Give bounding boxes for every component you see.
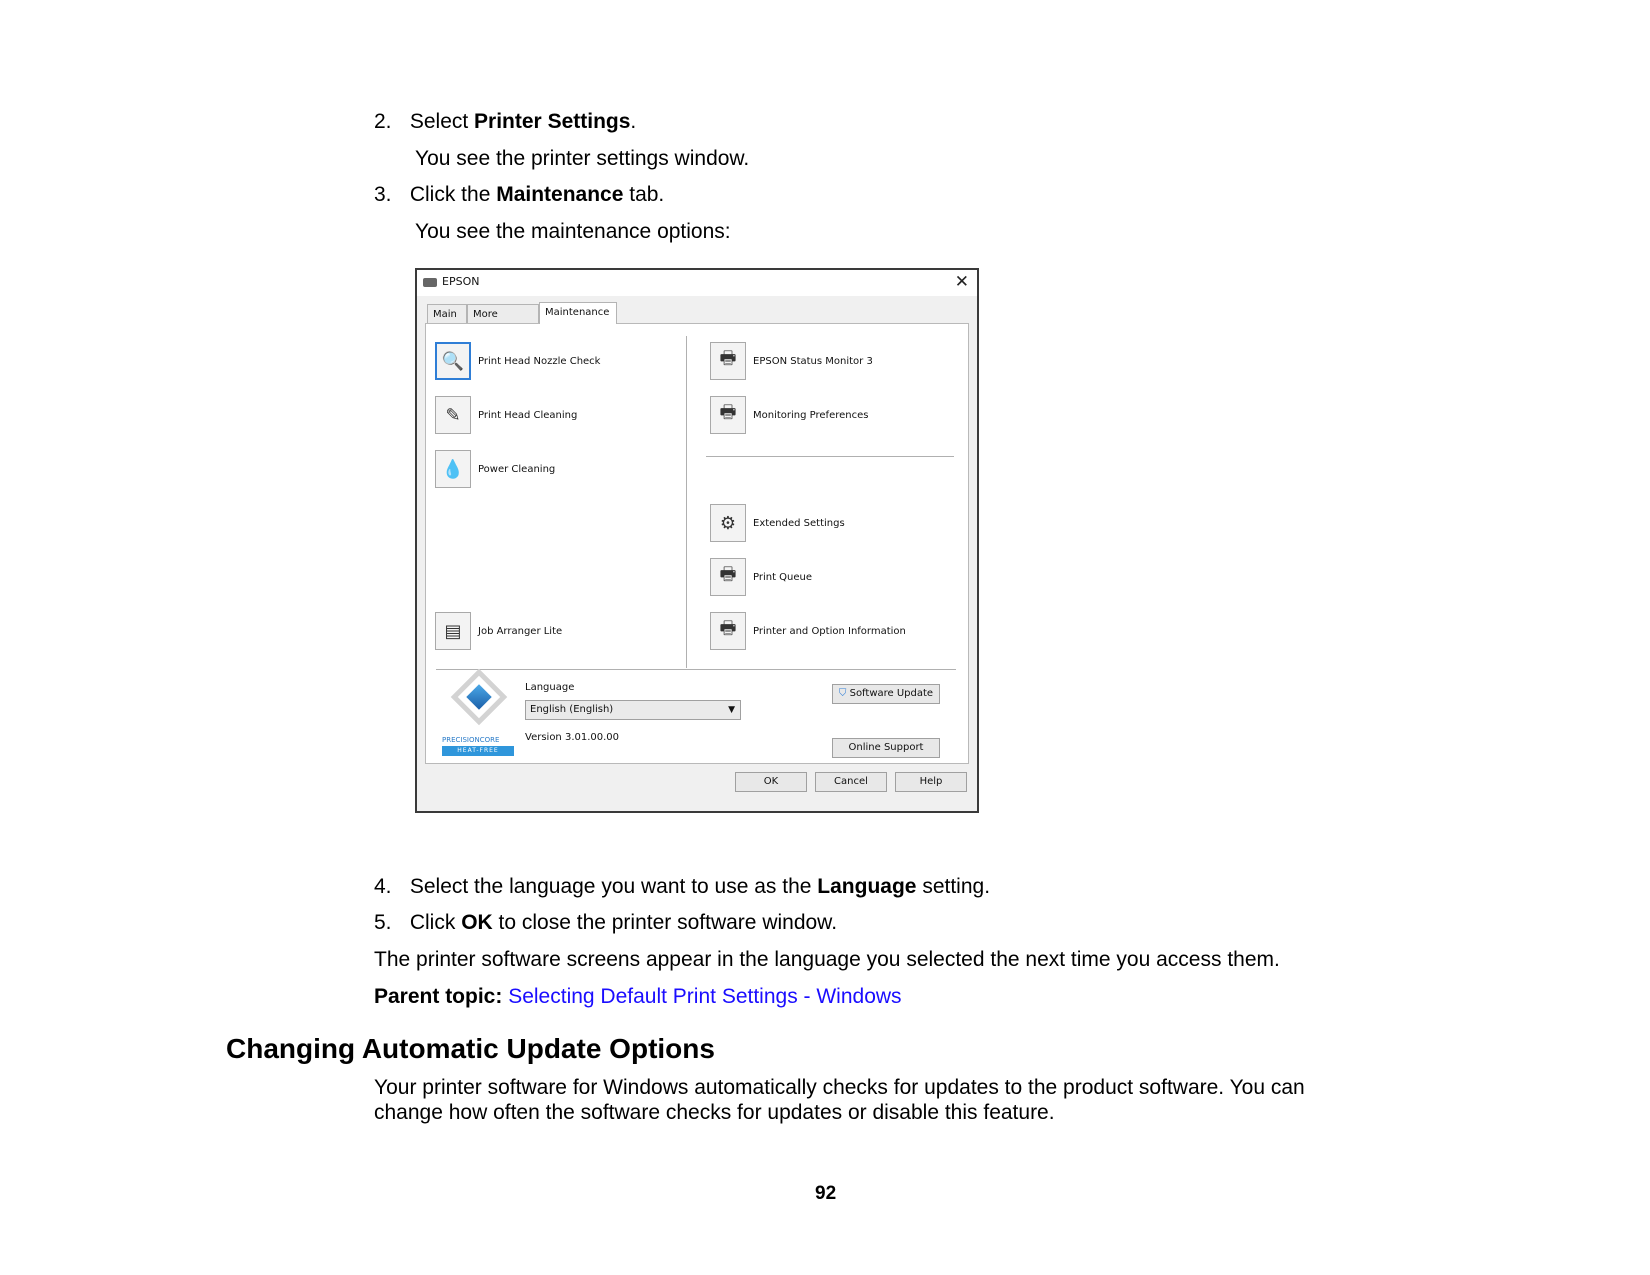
step-2-result: You see the printer settings window. [415,147,750,170]
version-text: Version 3.01.00.00 [525,732,620,743]
section-body-line-2: change how often the software checks for updates or disable this feature. [374,1101,1055,1124]
maintenance-panel [425,323,969,764]
step-text: Click the [409,183,497,206]
help-button[interactable]: Help [895,772,967,792]
close-icon[interactable]: ✕ [954,272,969,292]
monitoring-preferences-button[interactable] [710,396,746,434]
step-text-end: setting. [916,875,991,898]
nozzle-check-icon: 🔍 [441,350,465,372]
chevron-down-icon: ▼ [728,705,735,715]
software-update-label: Software Update [849,688,934,699]
step-number: 5. [374,911,392,934]
monitoring-preferences-icon: 🖶 [719,402,737,423]
step-4 [374,874,990,900]
job-arranger-label: Job Arranger Lite [478,626,563,637]
step-text: Select [409,110,475,133]
step-bold: Printer Settings [474,110,631,133]
ok-button[interactable]: OK [735,772,807,792]
printer-info-button[interactable] [710,612,746,650]
result-paragraph: The printer software screens appear in the language you selected the next time you access them. [374,948,1280,971]
job-arranger-icon: ▤ [444,620,462,642]
nozzle-check-label: Print Head Nozzle Check [478,356,601,367]
extended-settings-icon: ⚙ [719,512,737,534]
logo-brand-text: PRECISIONCORE [442,736,500,744]
extended-settings-button[interactable] [710,504,746,542]
cancel-button[interactable]: Cancel [815,772,887,792]
page-number: 92 [815,1183,837,1204]
printer-icon [423,278,437,287]
tab-more-options[interactable]: More [467,304,539,323]
step-bold: Maintenance [496,183,624,206]
section-heading: Changing Automatic Update Options [226,1033,715,1064]
printer-info-icon: 🖶 [719,618,737,639]
status-monitor-button[interactable] [710,342,746,380]
monitoring-preferences-label: Monitoring Preferences [753,410,869,421]
extended-settings-label: Extended Settings [753,518,845,529]
nozzle-check-button[interactable] [435,342,471,380]
language-value: English (English) [530,704,614,715]
print-queue-label: Print Queue [753,572,813,583]
step-5 [374,910,837,936]
step-text-end: to close the printer software window. [492,911,838,934]
head-cleaning-icon: ✎ [445,404,461,426]
parent-topic-link[interactable]: Selecting Default Print Settings - Windows [508,985,902,1008]
parent-topic-label: Parent topic: [374,985,503,1008]
step-text-end: tab. [623,183,665,206]
right-divider [706,456,954,457]
printer-settings-window [415,268,979,813]
language-select[interactable] [525,700,741,720]
status-monitor-label: EPSON Status Monitor 3 [753,356,873,367]
step-3-result: You see the maintenance options: [415,220,731,243]
step-bold: OK [461,911,493,934]
step-number: 3. [374,183,392,206]
step-2 [374,109,636,135]
print-queue-button[interactable] [710,558,746,596]
tab-main[interactable]: Main [427,304,467,323]
online-support-button[interactable]: Online Support [832,738,940,758]
step-number: 4. [374,875,392,898]
tab-maintenance[interactable]: Maintenance [539,302,617,324]
step-3 [374,182,664,208]
printer-info-label: Printer and Option Information [753,626,906,637]
window-title: EPSON [442,275,480,288]
logo-sub-text: HEAT-FREE [442,746,514,756]
job-arranger-button[interactable] [435,612,471,650]
power-cleaning-label: Power Cleaning [478,464,556,475]
parent-topic [374,984,902,1010]
window-titlebar [417,270,977,296]
step-text: Click [409,911,462,934]
power-cleaning-button[interactable] [435,450,471,488]
section-body-line-1: Your printer software for Windows automatically checks for updates to the product software. You can [374,1076,1305,1099]
print-queue-icon: 🖶 [719,564,737,585]
step-text: Select the language you want to use as the [409,875,818,898]
head-cleaning-label: Print Head Cleaning [478,410,578,421]
software-update-button[interactable] [832,684,940,704]
head-cleaning-button[interactable] [435,396,471,434]
status-monitor-icon: 🖶 [719,348,737,369]
power-cleaning-icon: 💧 [441,458,465,480]
column-divider [686,336,687,668]
language-label: Language [525,682,575,693]
shield-icon: ⛉ [838,688,847,699]
bottom-divider [436,669,956,670]
step-bold: Language [817,875,917,898]
step-text-end: . [630,110,637,133]
step-number: 2. [374,110,392,133]
